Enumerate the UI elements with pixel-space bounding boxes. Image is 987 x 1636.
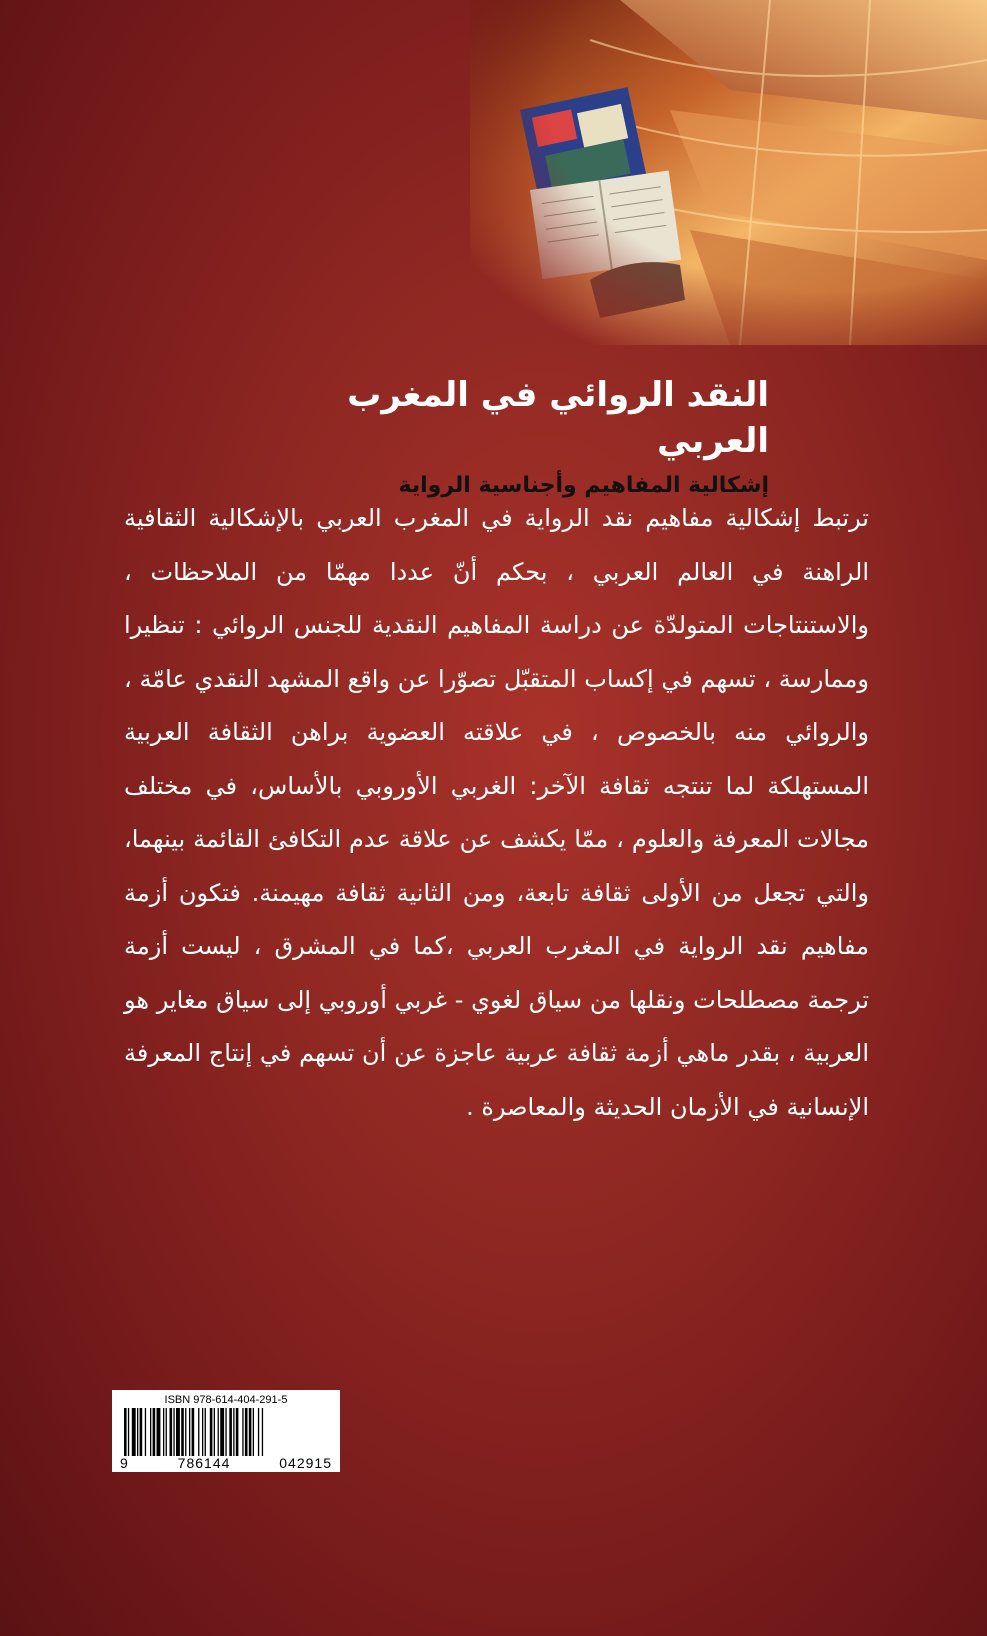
barcode-bar [258, 1408, 259, 1456]
barcode-bar [157, 1408, 161, 1456]
barcode-bar [198, 1408, 199, 1456]
ean-digit-prefix: 9 [120, 1455, 129, 1471]
barcode-bar [145, 1408, 146, 1456]
barcode-bar [170, 1408, 173, 1456]
ean-digits [120, 1456, 332, 1470]
barcode-bar [225, 1408, 226, 1456]
barcode-bar [262, 1408, 263, 1456]
ean-digit-group-right: 042915 [279, 1455, 332, 1471]
barcode-bar [210, 1408, 213, 1456]
barcode-bar [229, 1408, 232, 1456]
barcode-bar [163, 1408, 164, 1456]
barcode-bar [245, 1408, 248, 1456]
cover-title-block [249, 372, 769, 502]
barcode-bar [185, 1408, 186, 1456]
barcode-bar [124, 1408, 127, 1456]
barcode-bars-icon [120, 1408, 332, 1456]
barcode-bar [253, 1408, 254, 1456]
barcode-bar [214, 1408, 215, 1456]
isbn-label: ISBN 978-614-404-291-5 [164, 1394, 288, 1406]
barcode-bar [132, 1408, 136, 1456]
ean-digit-group-left: 786144 [177, 1455, 231, 1471]
barcode-bar [242, 1408, 243, 1456]
barcode-bar [166, 1408, 167, 1456]
barcode-bar [181, 1408, 184, 1456]
barcode-bar [153, 1408, 156, 1456]
barcode-bar [137, 1408, 138, 1456]
barcode-bar [218, 1408, 219, 1456]
isbn-barcode [112, 1390, 340, 1472]
barcode-bar [176, 1408, 180, 1456]
back-cover-blurb [124, 492, 869, 1134]
barcode-bar [192, 1408, 195, 1456]
barcode-bar [202, 1408, 203, 1456]
barcode-bar [173, 1408, 174, 1456]
book-subtitle: إشكالية المفاهيم وأجناسية الرواية [398, 473, 769, 498]
barcode-bar [205, 1408, 206, 1456]
barcode-bar [140, 1408, 143, 1456]
book-title: النقد الروائي في المغرب العربي [347, 375, 769, 461]
barcode-bar [128, 1408, 129, 1456]
cover-illustration [470, 0, 987, 345]
barcode-bar [189, 1408, 190, 1456]
barcode-bar [233, 1408, 234, 1456]
barcode-bar [236, 1408, 239, 1456]
blurb-text: ترتبط إشكالية مفاهيم نقد الرواية في المغرب العربي بالإشكالية الثقافية الراهنة في العالم العربي ، بحكم أنّ عددا مهمّا من الملاحظات ، والاستنتاجات المتولدّة عن دراسة المفاهيم النقدية للجنس الروائي : تنظيرا وممارسة ، تسهم في إكساب المتقبّل تصوّرا عن واقع المشهد النقدي عامّة ، والروائي منه بالخصوص ، في علاقته العضوية براهن الثقافة العربية المستهلكة لما تنتجه ثقافة الآخر: الغربي الأوروبي بالأساس، في مختلف مجالات المعرفة والعلوم ، ممّا يكشف عن علاقة عدم التكافئ القائمة بينهما، والتي تجعل من الأولى ثقافة تابعة، ومن الثانية ثقافة مهيمنة. فتكون أزمة مفاهيم نقد الرواية في المغرب العربي ،كما في المشرق ، ليست أزمة ترجمة مصطلحات ونقلها من سياق لغوي - غربي أوروبي إلى سياق مغاير هو العربية ، بقدر ماهي أزمة ثقافة عربية عاجزة عن أن تسهم في إنتاج المعرفة الإنسانية في الأزمان الحديثة والمعاصرة . [124, 504, 869, 1121]
barcode-bar [220, 1408, 224, 1456]
barcode-bar [150, 1408, 151, 1456]
barcode-bar [249, 1408, 252, 1456]
